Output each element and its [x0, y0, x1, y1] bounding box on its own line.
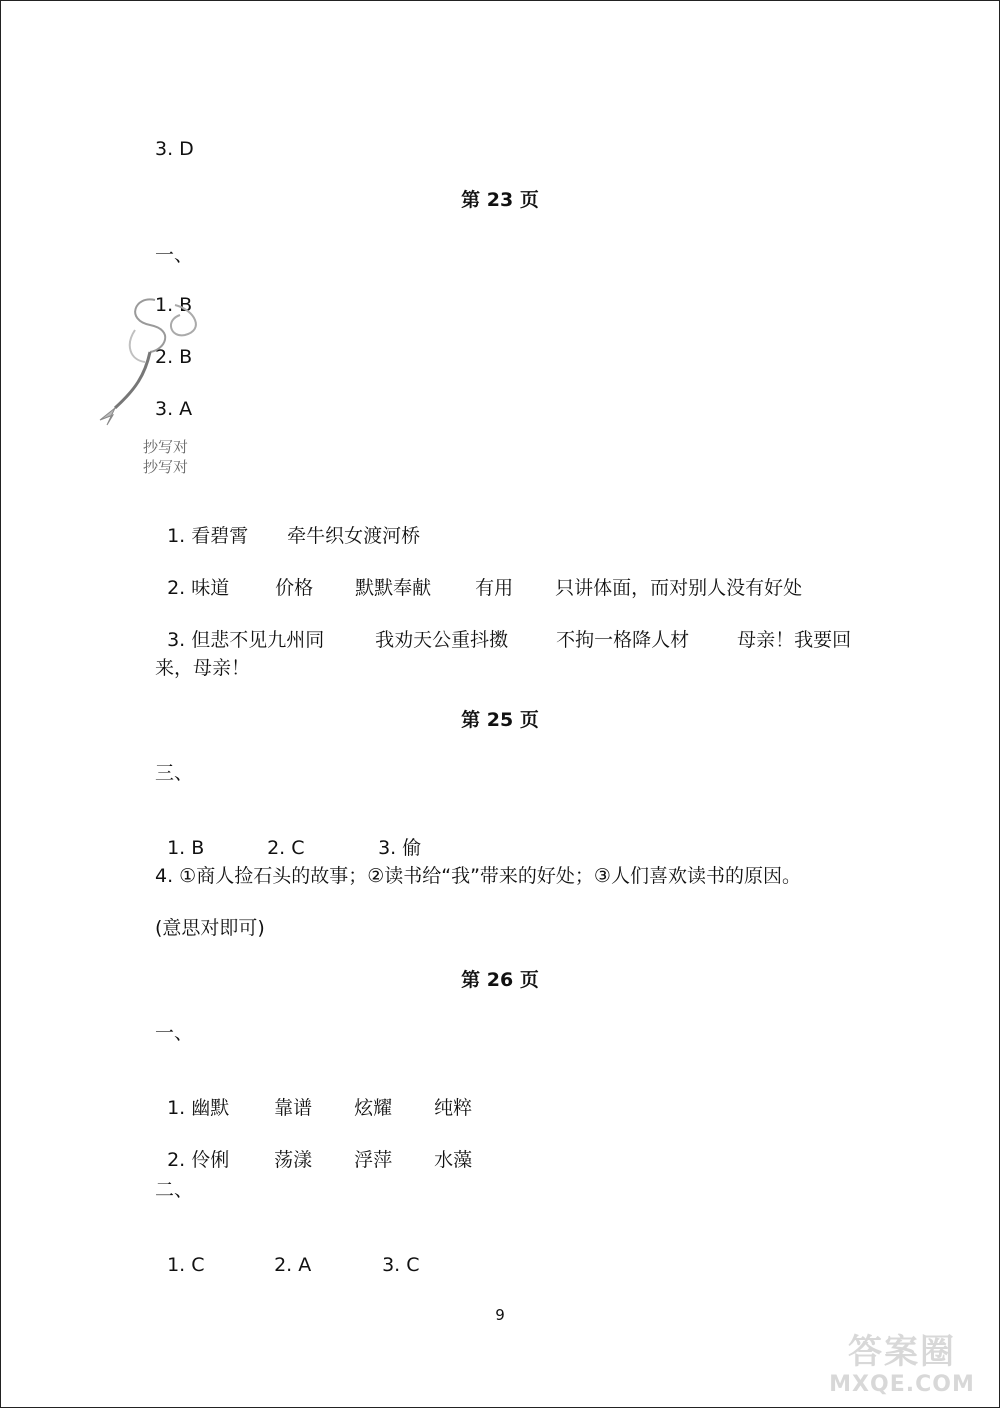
answer-cell: 3. C	[382, 1254, 420, 1276]
watermark-title: 答案圈	[848, 1332, 956, 1372]
answer-line: 来，母亲！	[155, 657, 251, 679]
section-marker: 一、	[155, 1022, 194, 1044]
answer-cell: 荡漾	[274, 1149, 313, 1171]
answer-cell: 3. 但悲不见九州同	[167, 629, 325, 651]
answer-cell: 价格	[275, 577, 314, 599]
answer-cell: 浮萍	[354, 1149, 393, 1171]
answer-cell: 2. C	[267, 837, 305, 859]
answer-line	[155, 552, 802, 600]
answer-cell: 纯粹	[434, 1097, 473, 1119]
answer-cell: 2. 味道	[167, 577, 230, 599]
pencil-sketch-image	[95, 290, 210, 430]
answer-cell: 母亲！我要回	[737, 629, 852, 651]
watermark-url: MXQE.COM	[829, 1372, 975, 1397]
answer-line	[155, 812, 421, 860]
section-marker: 一、	[155, 244, 194, 266]
answer-line: 3. A	[155, 398, 193, 420]
answer-cell: 3. 偷	[378, 837, 422, 859]
watermark-logo	[812, 1332, 992, 1402]
page-heading-26: 第 26 页	[461, 969, 539, 991]
answer-line: 1. B	[155, 294, 193, 316]
answer-cell: 靠谱	[274, 1097, 313, 1119]
page-heading-25: 第 25 页	[461, 709, 539, 731]
answer-cell: 2. 伶俐	[167, 1149, 230, 1171]
faint-handwriting: 抄写对	[143, 438, 189, 456]
section-marker: 二、	[155, 1179, 194, 1201]
section-marker: 三、	[155, 762, 194, 784]
answer-note: (意思对即可)	[155, 917, 265, 939]
answer-line	[155, 500, 420, 548]
answer-line: 4. ①商人捡石头的故事；②读书给“我”带来的好处；③人们喜欢读书的原因。	[155, 865, 801, 887]
answer-cell: 1. 幽默	[167, 1097, 230, 1119]
page-heading-23: 第 23 页	[461, 189, 539, 211]
answer-cell: 有用	[475, 577, 514, 599]
answer-line	[155, 1124, 472, 1172]
answer-line: 2. B	[155, 346, 193, 368]
answer-cell: 不拘一格降人材	[556, 629, 690, 651]
answer-cell: 1. B	[167, 837, 205, 859]
answer-cell: 我劝天公重抖擞	[375, 629, 509, 651]
answer-cell: 炫耀	[354, 1097, 393, 1119]
faint-handwriting: 抄写对	[143, 458, 189, 476]
answer-cell: 水藻	[434, 1149, 473, 1171]
answer-cell: 1. 看碧霄	[167, 525, 249, 547]
page-number: 9	[495, 1306, 505, 1324]
answer-cell: 2. A	[274, 1254, 312, 1276]
answer-line	[155, 1072, 472, 1120]
answer-line	[155, 604, 851, 652]
answer-cell: 牵牛织女渡河桥	[287, 525, 421, 547]
answer-line	[155, 1229, 420, 1277]
answer-line: 3. D	[155, 138, 194, 160]
answer-cell: 只讲体面，而对别人没有好处	[555, 577, 803, 599]
answer-cell: 默默奉献	[355, 577, 432, 599]
answer-cell: 1. C	[167, 1254, 205, 1276]
